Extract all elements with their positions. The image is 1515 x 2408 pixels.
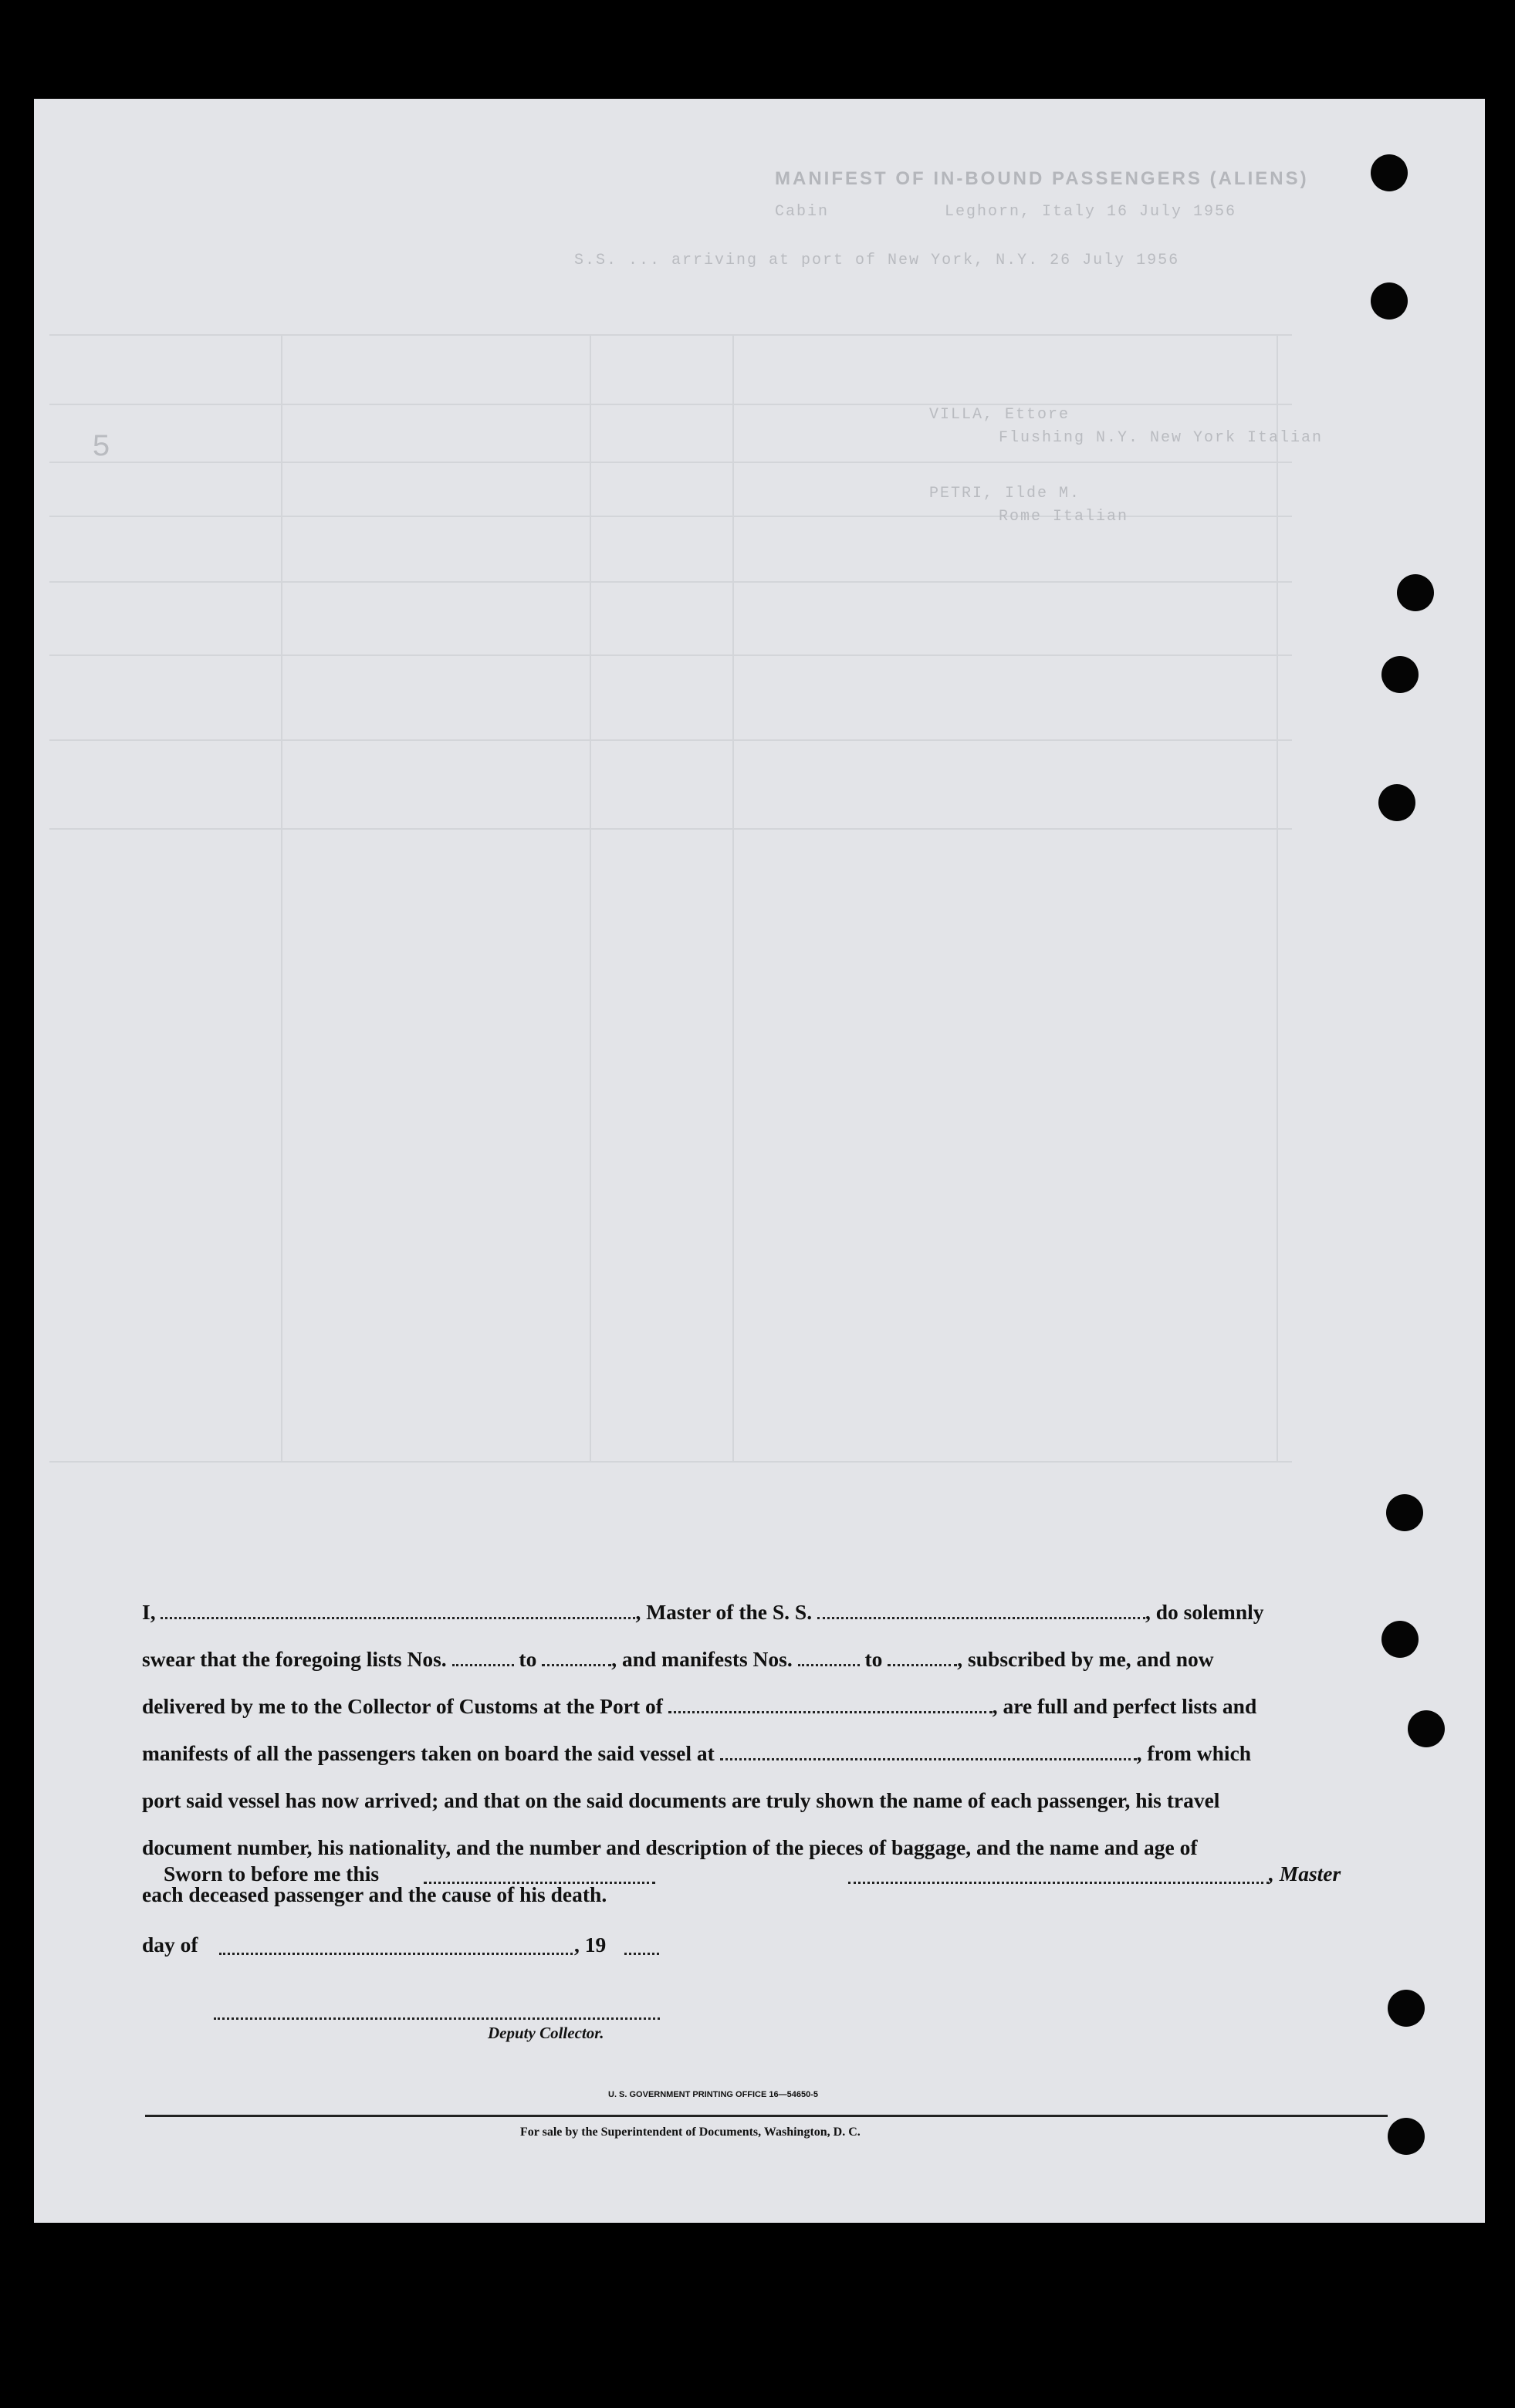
oath-line1-master: , Master of the S. S. <box>635 1600 813 1624</box>
oath-line1-i: I, <box>142 1600 156 1624</box>
oath-line1-solemnly: , do solemnly <box>1145 1600 1264 1624</box>
binder-hole <box>1371 282 1408 320</box>
master-signature-blank[interactable] <box>848 1874 1269 1884</box>
month-blank[interactable] <box>219 1945 573 1955</box>
oath-line6: document number, his nationality, and the number and description of the pieces of baggage, and the name and age of <box>142 1835 1198 1859</box>
oath-line4-from-which: , from which <box>1136 1741 1252 1765</box>
master-name-blank[interactable] <box>161 1609 635 1619</box>
binder-hole <box>1381 1621 1419 1658</box>
port-blank[interactable] <box>668 1703 993 1713</box>
binder-hole <box>1388 2118 1425 2155</box>
sworn-day-blank[interactable] <box>424 1874 655 1884</box>
oath-line2-lists: swear that the foregoing lists Nos. <box>142 1647 447 1671</box>
oath-line2-manifests: , and manifests Nos. <box>611 1647 793 1671</box>
day-of-label: day of <box>142 1933 198 1956</box>
oath-line3-collector: delivered by me to the Collector of Customs at the Port of <box>142 1694 663 1718</box>
year-blank[interactable] <box>624 1945 659 1955</box>
faint-grid <box>49 334 1292 336</box>
faint-grid <box>732 334 734 1461</box>
faint-class: Cabin <box>775 203 830 221</box>
faint-row2-detail: Rome Italian <box>999 508 1129 526</box>
deputy-signature-blank[interactable] <box>214 2010 660 2020</box>
oath-line2-subscribed: , subscribed by me, and now <box>957 1647 1214 1671</box>
oath-line7: each deceased passenger and the cause of his death. <box>142 1882 607 1906</box>
vessel-name-blank[interactable] <box>817 1609 1145 1619</box>
manifests-from-blank[interactable] <box>798 1656 860 1666</box>
binder-hole <box>1408 1710 1445 1747</box>
faint-left-mark: 5 <box>92 431 113 465</box>
year-label: , 19 <box>574 1933 607 1956</box>
oath-line3-lists: , are full and perfect lists and <box>992 1694 1257 1718</box>
oath-line2-to: to <box>519 1647 537 1671</box>
for-sale-line: For sale by the Superintendent of Documents, Washington, D. C. <box>520 2126 861 2139</box>
faint-grid <box>281 334 282 1461</box>
faint-grid <box>49 462 1292 463</box>
lists-to-blank[interactable] <box>542 1656 611 1666</box>
faint-grid <box>49 581 1292 583</box>
oath-line2-to2: to <box>864 1647 883 1671</box>
footer-rule <box>145 2115 1388 2117</box>
binder-hole <box>1381 656 1419 693</box>
faint-vessel-line: S.S. ... arriving at port of New York, N.Y. 26 July 1956 <box>574 252 1180 269</box>
sworn-label: Sworn to before me this <box>164 1862 380 1885</box>
printing-office-line: U. S. GOVERNMENT PRINTING OFFICE 16—54650-5 <box>608 2090 819 2099</box>
faint-grid <box>49 404 1292 405</box>
manifest-page <box>34 99 1485 2223</box>
manifests-to-blank[interactable] <box>888 1656 957 1666</box>
lists-from-blank[interactable] <box>452 1656 514 1666</box>
faint-grid <box>49 828 1292 830</box>
faint-title: MANIFEST OF IN-BOUND PASSENGERS (ALIENS) <box>775 168 1309 189</box>
faint-grid <box>49 654 1292 656</box>
faint-row2-name: PETRI, Ilde M. <box>929 485 1081 502</box>
faint-grid <box>49 1461 1292 1463</box>
faint-row1-detail: Flushing N.Y. New York Italian <box>999 429 1324 447</box>
oath-line5: port said vessel has now arrived; and that on the said documents are truly shown the name of each passenger, his travel <box>142 1788 1220 1812</box>
faint-port-line: Leghorn, Italy 16 July 1956 <box>945 203 1237 221</box>
faint-grid <box>49 739 1292 741</box>
deputy-collector-label: Deputy Collector. <box>488 2024 604 2042</box>
faint-grid <box>590 334 591 1461</box>
binder-hole <box>1378 784 1415 821</box>
master-label: , Master <box>1269 1862 1341 1885</box>
faint-grid <box>1277 334 1278 1461</box>
oath-line4-manifests: manifests of all the passengers taken on board the said vessel at <box>142 1741 715 1765</box>
embark-port-blank[interactable] <box>720 1750 1137 1760</box>
binder-hole <box>1386 1494 1423 1531</box>
binder-hole <box>1397 574 1434 611</box>
binder-hole <box>1371 154 1408 191</box>
faint-row1-name: VILLA, Ettore <box>929 406 1070 424</box>
binder-hole <box>1388 1990 1425 2027</box>
